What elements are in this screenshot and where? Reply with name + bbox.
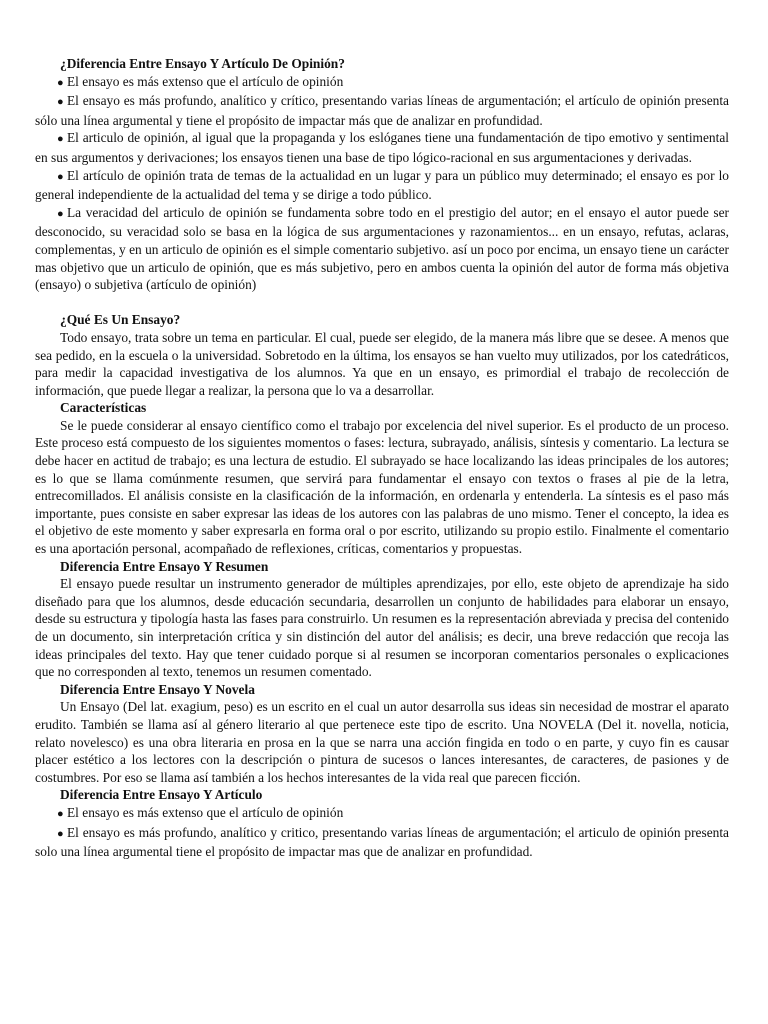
paragraph: Todo ensayo, trata sobre un tema en particular. El cual, puede ser elegido, de la manera más libre que se desee. A menos que sea pedido, en la escuela o la universidad. Sobretodo en la última, los ensayos se han vuelto muy utilizados, por los catedráticos, para medir la capacidad investigativa de los alumnos. Ya que en un ensayo, es primordial el trabajo de recolección de información, que puede llegar a realizar, la persona que lo va a desarrollar.	[35, 329, 729, 398]
bullet-icon: ●	[57, 207, 64, 220]
bullet-icon: ●	[57, 76, 64, 89]
section-title: ¿Qué Es Un Ensayo?	[60, 312, 181, 328]
bullet-icon: ●	[57, 827, 64, 840]
list-item: ● El ensayo es más extenso que el artículo de opinión	[35, 73, 729, 93]
list-item: ● La veracidad del articulo de opinión se fundamenta sobre todo en el prestigio del autor; en el ensayo el autor puede ser desconocido, su veracidad solo se basa en la lógica de sus argumentaciones y razonamientos... en un ensayo, refutas, aclaras, complementas, y en un articulo de opinión es el simple comentario subjetivo. así un poco por encima, un ensayo tiene un carácter mas objetivo que un articulo de opinión, que es más subjetivo, pero en ambos cuenta la opinión del autor de forma más objetiva (ensayo) o subjetiva (artículo de opinión)	[35, 204, 729, 293]
list-item: ● El articulo de opinión, al igual que la propaganda y los eslóganes tiene una fundamentación de tipo emotivo y sentimental en sus argumentos y derivaciones; los ensayos tienen una base de tipo lógico-racional en sus argumentaciones y derivadas.	[35, 130, 729, 165]
document-page	[35, 55, 729, 861]
bullet-icon: ●	[57, 133, 64, 146]
list-item: ● El ensayo es más extenso que el artículo de opinión	[35, 804, 729, 824]
bullet-icon: ●	[57, 807, 64, 820]
section-title: Diferencia Entre Ensayo Y Resumen	[60, 558, 269, 574]
bullet-icon: ●	[57, 96, 64, 109]
section-title: ¿Diferencia Entre Ensayo Y Artículo De Opinión?	[60, 56, 345, 71]
list-item: ● El ensayo es más profundo, analítico y critico, presentando varias líneas de argumentación; el articulo de opinión presenta solo una línea argumental tiene el propósito de impactar mas que de analizar en profundidad.	[35, 824, 729, 860]
list-item: ● El ensayo es más profundo, analítico y crítico, presentando varias líneas de argumentación; el artículo de opinión presenta sólo una línea argumental y tiene el propósito de impactar más que de analizar en profundidad.	[35, 93, 729, 128]
paragraph: El ensayo puede resultar un instrumento generador de múltiples aprendizajes, por ello, este objeto de aprendizaje ha sido diseñado para que los alumnos, desde educación secundaria, desarrollen un conjunto de habilidades para elaborar un ensayo, desde su estructura y tipología hasta las fases para construirlo. Un resumen es la representación abreviada y precisa del contenido de un documento, sin interpretación crítica y sin distinción del autor del análisis; es decir, una breve redacción que recoja las ideas principales del texto. Hay que tener cuidado porque si al resumen se incorporan comentarios personales o explicaciones que no corresponden al texto, tenemos un resumen comentado.	[35, 576, 729, 680]
paragraph: Se le puede considerar al ensayo científico como el trabajo por excelencia del nivel superior. Es el producto de un proceso. Este proceso está compuesto de los siguientes momentos o fases: lectura, subrayado, análisis, síntesis y comentario. La lectura se debe hacer en actitud de trabajo; es una lectura de estudio. El subrayado se hace localizando las ideas principales de los autores; es lo que se llama comúnmente resumen, que servirá para fundamentar el ensayo con textos o frases al pie de la letra, entrecomillados. El análisis consiste en la clasificación de la información, en ordenarla y entenderla. La síntesis es el paso más importante, pues consiste en saber expresar las ideas de los autores con las palabras de uno mismo. Tener el concepto, la idea es el objetivo de este momento y saber expresarla en forma oral o por escrito, utilizando su propio estilo. Finalmente el comentario es una aportación personal, acompañado de reflexiones, críticas, comentarios y propuestas.	[35, 417, 729, 557]
paragraph: Un Ensayo (Del lat. exagium, peso) es un escrito en el cual un autor desarrolla sus ideas sin necesidad de mostrar el aparato erudito. También se llama así al género literario al que pertenece este tipo de escrito. Una NOVELA (Del it. novella, noticia, relato novelesco) es una obra literaria en prosa en la que se narra una acción fingida en todo o en parte, y cuyo fin es causar placer estético a los lectores con la descripción o pintura de sucesos o lances interesantes, de caracteres, de pasiones y de costumbres. Por eso se llama así también a los hechos interesantes de la vida real que parecen ficción.	[35, 699, 729, 785]
bullet-icon: ●	[57, 170, 64, 183]
section-title: Diferencia Entre Ensayo Y Novela	[60, 681, 255, 697]
section-title: Características	[60, 400, 147, 416]
list-item: ● El artículo de opinión trata de temas de la actualidad en un lugar y para un público muy determinado; el ensayo es por lo general independiente de la actualidad del tema y se dirige a todo público.	[35, 167, 729, 203]
section-spacer	[35, 294, 729, 312]
section-title: Diferencia Entre Ensayo Y Artículo	[60, 787, 263, 803]
